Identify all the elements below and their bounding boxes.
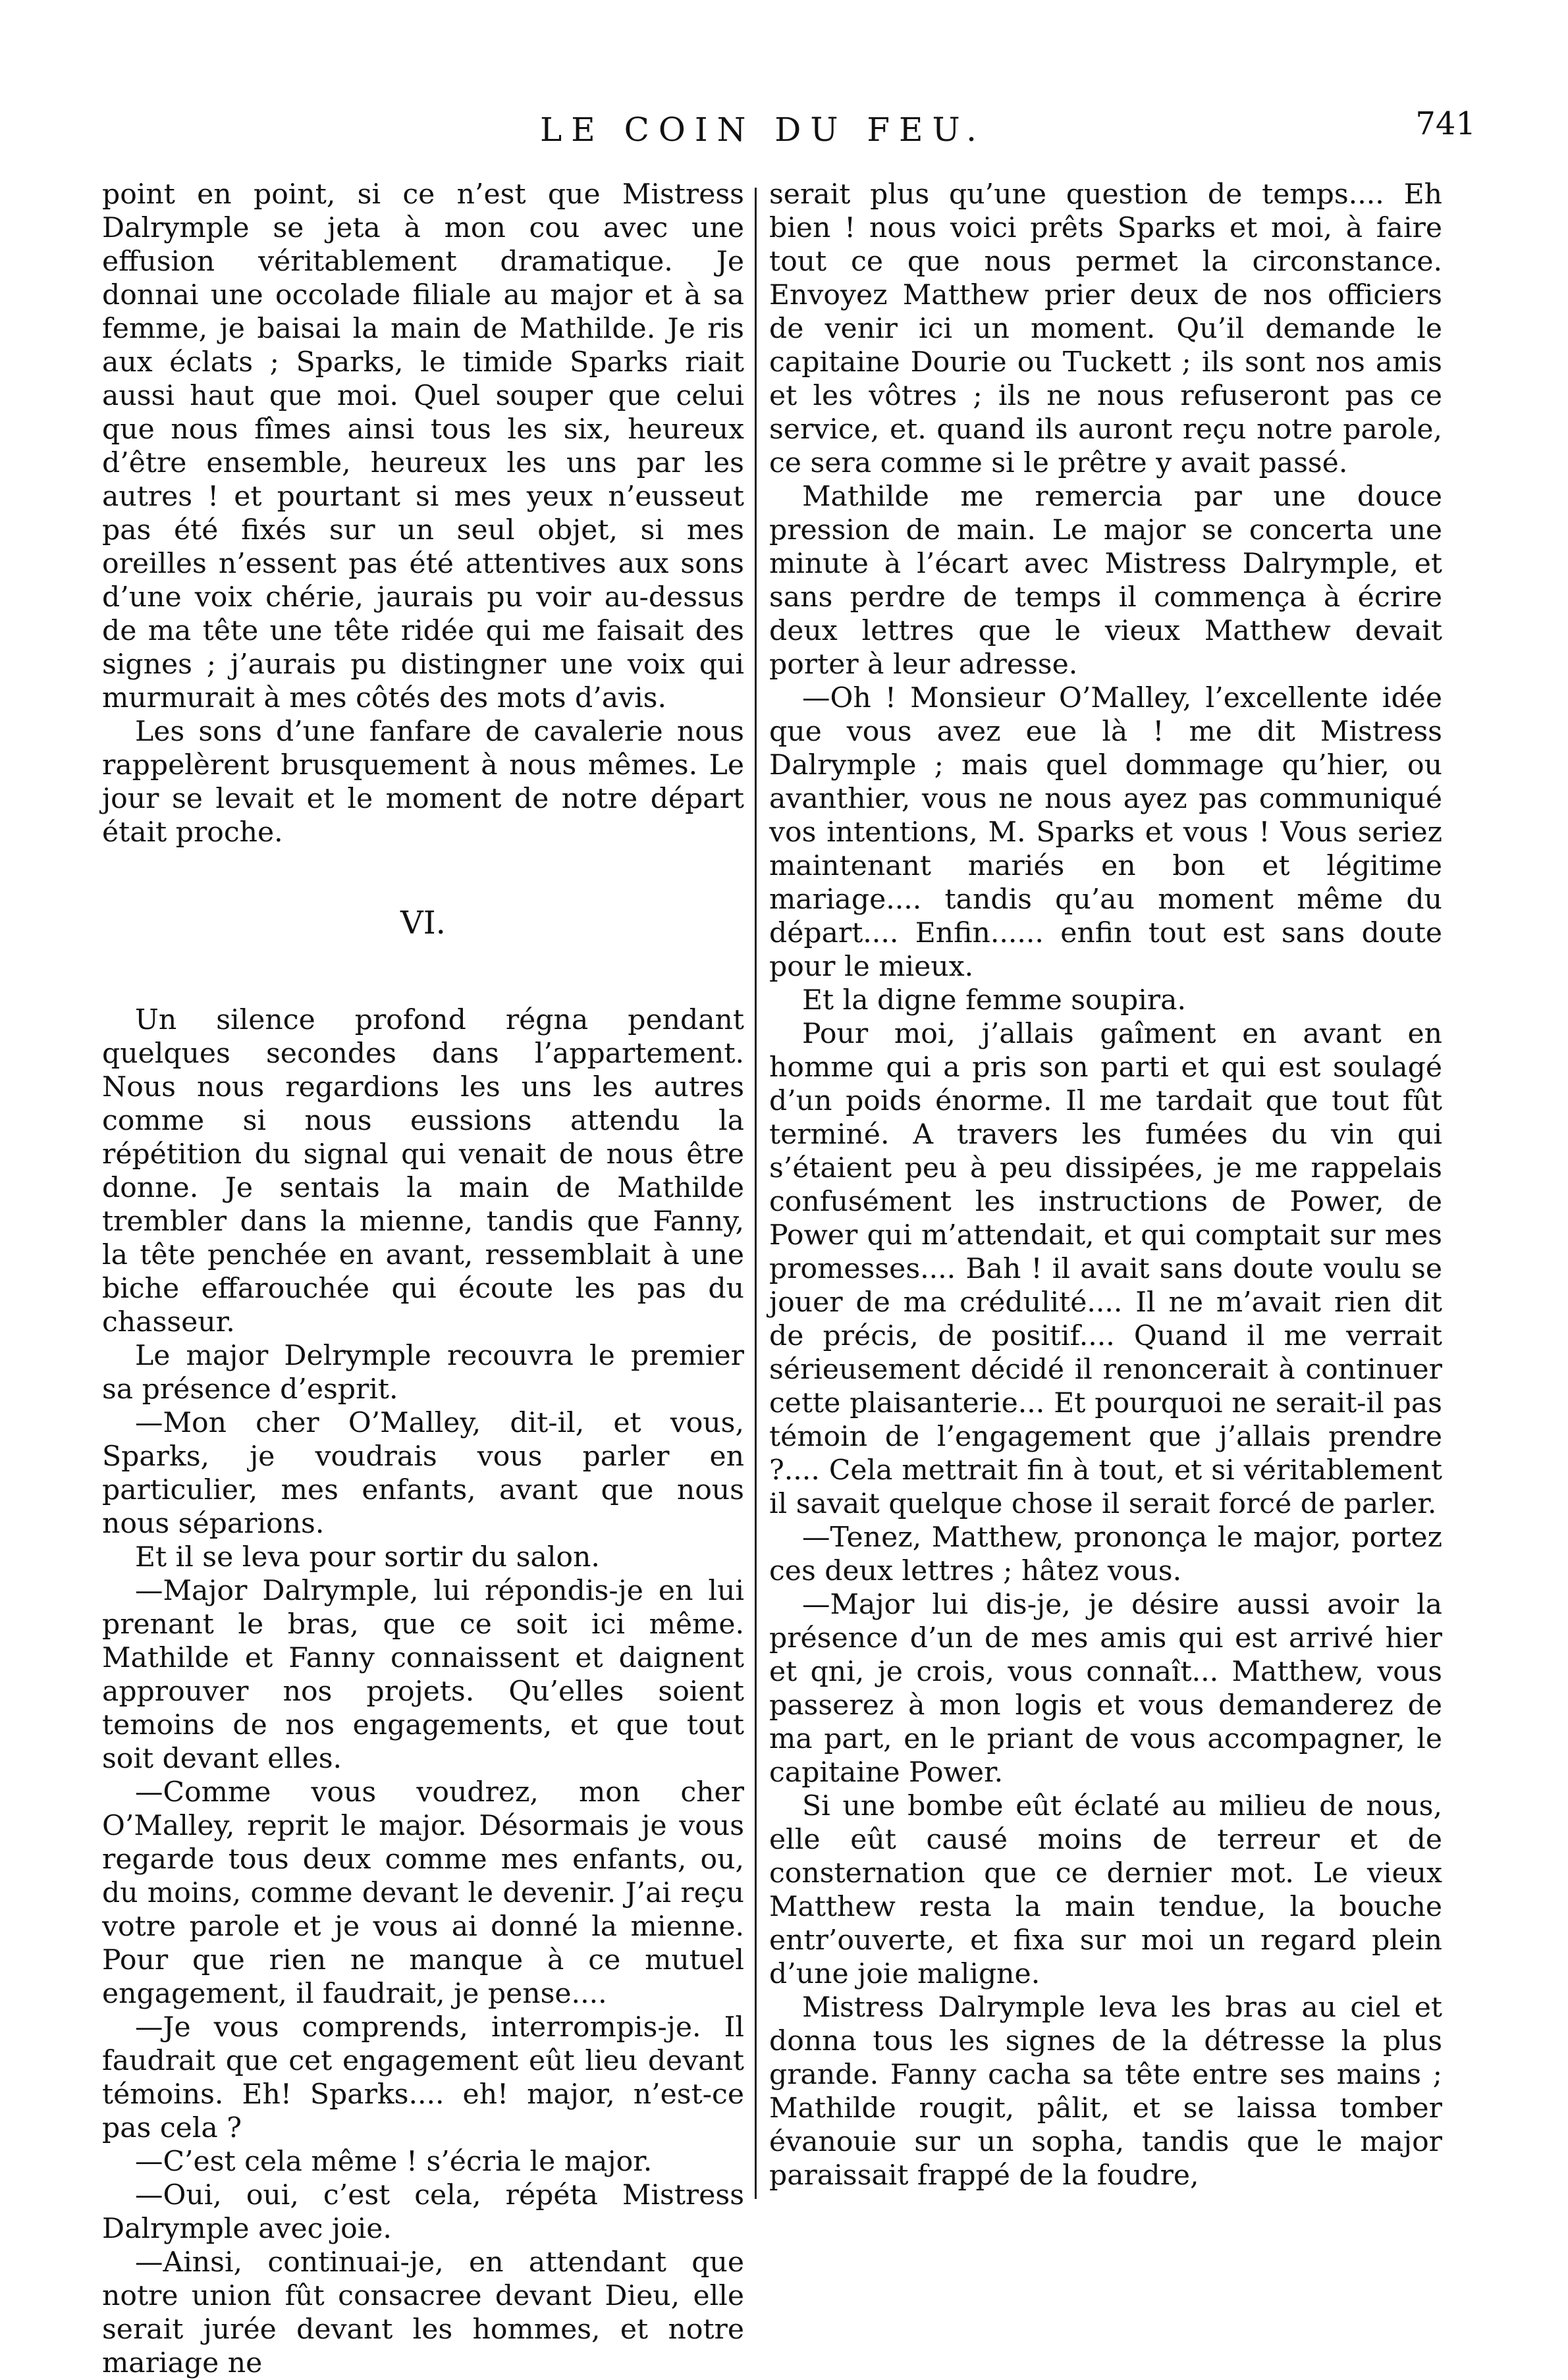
- paragraph: —Major lui dis-je, je désire aussi avoir la présence d’un de mes amis qui est arrivé hier et qni, je crois, vous connaît... Matthew, vous passerez à mon logis et vous demanderez de ma part, en le priant de vous accompagner, le capitaine Power.: [769, 1589, 1442, 1789]
- paragraph: Le major Delrymple recouvra le premier sa présence d’esprit.: [102, 1340, 744, 1406]
- column-divider: [755, 188, 757, 2199]
- paragraph: —Je vous comprends, interrompis-je. Il faudrait que cet engagement eût lieu devant témoins. Eh! Sparks.... eh! major, n’est-ce pas cela ?: [102, 2011, 744, 2144]
- paragraph: —Oh ! Monsieur O’Malley, l’excellente idée que vous avez eue là ! me dit Mistress Dalrymple ; mais quel dommage qu’hier, ou avanthier, vous ne nous ayez pas communiqué vos intentions, M. Sparks et vous ! Vous seriez maintenant mariés en bon et légitime mariage.... tandis qu’au moment même du départ.... Enfin...... enfin tout est sans doute pour le mieux.: [769, 682, 1442, 983]
- paragraph: —Oui, oui, c’est cela, répéta Mistress Dalrymple avec joie.: [102, 2179, 744, 2245]
- paragraph: Un silence profond régna pendant quelques secondes dans l’appartement. Nous nous regardions les uns les autres comme si nous eussions attendu la répétition du signal qui venait de nous être donne. Je sentais la main de Mathilde trembler dans la mienne, tandis que Fanny, la tête penchée en avant, ressemblait à une biche effarouchée qui écoute les pas du chasseur.: [102, 1004, 744, 1338]
- paragraph: Mathilde me remercia par une douce pression de main. Le major se concerta une minute à l’écart avec Mistress Dalrymple, et sans perdre de temps il commença à écrire deux lettres que le vieux Matthew devait porter à leur adresse.: [769, 481, 1442, 681]
- paragraph: point en point, si ce n’est que Mistress Dalrymple se jeta à mon cou avec une effusion véritablement dramatique. Je donnai une occolade filiale au major et à sa femme, je baisai la main de Mathilde. Je ris aux éclats ; Sparks, le timide Sparks riait aussi haut que moi. Quel souper que celui que nous fîmes ainsi tous les six, heureux d’être ensemble, heureux les uns par les autres ! et pourtant si mes yeux n’eusseut pas été fixés sur un seul objet, si mes oreilles n’essent pas été attentives aux sons d’une voix chérie, jaurais pu voir au-dessus de ma tête une tête ridée qui me faisait des signes ; j’aurais pu distingner une voix qui murmurait à mes côtés des mots d’avis.: [102, 178, 744, 714]
- paragraph: Mistress Dalrymple leva les bras au ciel et donna tous les signes de la détresse la plus grande. Fanny cacha sa tête entre ses mains ; Mathilde rougit, pâlit, et se laissa tomber évanouie sur un sopha, tandis que le major paraissait frappé de la foudre,: [769, 1992, 1442, 2192]
- paragraph: —Major Dalrymple, lui répondis-je en lui prenant le bras, que ce soit ici même. Mathilde et Fanny connaissent et daignent approuver nos projets. Qu’elles soient temoins de nos engagements, et que tout soit devant elles.: [102, 1575, 744, 1775]
- running-title: LE COIN DU FEU.: [540, 111, 986, 149]
- page-header: [0, 105, 1568, 158]
- left-column: [102, 178, 744, 2380]
- paragraph: —Comme vous voudrez, mon cher O’Malley, reprit le major. Désormais je vous regarde tous deux comme mes enfants, ou, du moins, comme devant le devenir. J’ai reçu votre parole et je vous ai donné la mienne. Pour que rien ne manque à ce mutuel engagement, il faudrait, je pense....: [102, 1776, 744, 2010]
- paragraph: Pour moi, j’allais gaîment en avant en homme qui a pris son parti et qui est soulagé d’un poids énorme. Il me tardait que tout fût terminé. A travers les fumées du vin qui s’étaient peu à peu dissipées, je me rappelais confusément les instructions de Power, de Power qui m’attendait, et qui comptait sur mes promesses.... Bah ! il avait sans doute voulu se jouer de ma crédulité.... Il ne m’avait rien dit de précis, de positif.... Quand il me verrait sérieusement décidé il renoncerait à continuer cette plaisanterie... Et pourquoi ne serait-il pas témoin de l’engagement que j’allais prendre ?.... Cela mettrait fin à tout, et si véritablement il savait quelque chose il serait forcé de parler.: [769, 1018, 1442, 1520]
- page-number: 741: [1415, 105, 1476, 142]
- paragraph: —C’est cela même ! s’écria le major.: [135, 2146, 653, 2178]
- paragraph: Si une bombe eût éclaté au milieu de nous, elle eût causé moins de terreur et de consternation que ce dernier mot. Le vieux Matthew resta la main tendue, la bouche entr’ouverte, et fixa sur moi un regard plein d’une joie maligne.: [769, 1790, 1442, 1990]
- paragraph: serait plus qu’une question de temps.... Eh bien ! nous voici prêts Sparks et moi, à faire tout ce que nous permet la circonstance. Envoyez Matthew prier deux de nos officiers de venir ici un moment. Qu’il demande le capitaine Dourie ou Tuckett ; ils sont nos amis et les vôtres ; ils ne nous refuseront pas ce service, et. quand ils auront reçu notre parole, ce sera comme si le prêtre y avait passé.: [769, 178, 1442, 479]
- paragraph: Et la digne femme soupira.: [802, 984, 1186, 1017]
- paragraph: Et il se leva pour sortir du salon.: [135, 1541, 600, 1573]
- paragraph: —Mon cher O’Malley, dit-il, et vous, Sparks, je voudrais vous parler en particulier, mes enfants, avant que nous nous séparions.: [102, 1407, 744, 1540]
- section-heading: VI.: [400, 905, 446, 941]
- right-column: [769, 178, 1442, 2192]
- paragraph: —Tenez, Matthew, prononça le major, portez ces deux lettres ; hâtez vous.: [769, 1521, 1442, 1587]
- paragraph: —Ainsi, continuai-je, en attendant que notre union fût consacree devant Dieu, elle serait jurée devant les hommes, et notre mariage ne: [102, 2246, 744, 2379]
- paragraph: Les sons d’une fanfare de cavalerie nous rappelèrent brusquement à nous mêmes. Le jour se levait et le moment de notre départ était proche.: [102, 716, 744, 849]
